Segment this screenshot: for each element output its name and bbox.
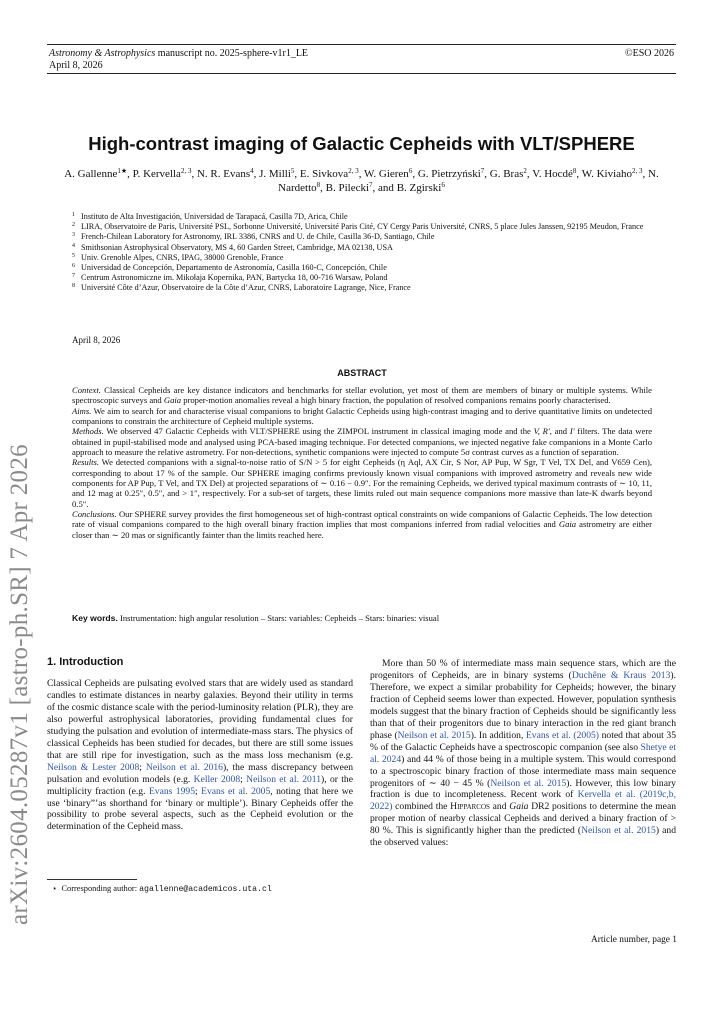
running-header (47, 44, 676, 74)
affiliation-text: Univ. Grenoble Alpes, CNRS, IPAG, 38000 Grenoble, France (81, 252, 284, 262)
author: G. Bras (489, 168, 524, 180)
citation-link[interactable]: Neilson et al. 2016 (145, 761, 223, 773)
affiliation-text: Instituto de Alta Investigación, Universidad de Tarapacá, Casilla 7D, Arica, Chile (81, 212, 348, 221)
header-journal: Astronomy & Astrophysics manuscript no. 2025-sphere-v1r1_LE (49, 48, 309, 59)
author-affil-mark: 2, 3 (632, 167, 643, 175)
affiliation-number: 5 (72, 252, 75, 259)
intro-column-left (47, 678, 353, 833)
affiliation-text: Smithsonian Astrophysical Observatory, MS 4, 60 Garden Street, Cambridge, MA 02138, USA (81, 242, 393, 252)
author: V. Hocdé (532, 168, 573, 180)
affiliation-text: French-Chilean Laboratory for Astronomy, IRL 3386, CNRS and U. de Chile, Casilla 36-D, Santiago, Chile (81, 232, 435, 242)
mission-name: Gaia (509, 801, 529, 813)
author: B. Pilecki (325, 182, 370, 194)
citation-link[interactable]: Evans et al. (2005) (525, 729, 599, 741)
author: N. Nardetto (278, 168, 659, 194)
body-text: , noting that here we use ‘binary”’as shorthand for ‘binary or multiple’). Binary Cepheids offer the possibility to probe several aspects, such as the Cepheid evolution or the determination of the Cepheid mass. (47, 785, 353, 833)
author-separator: , (484, 168, 490, 180)
body-text: ), the mass discrepancy between pulsation and evolution models (e.g. (47, 761, 353, 785)
body-text: ) and the observed values: (370, 825, 676, 849)
citation-link[interactable]: Evans 1995 (148, 785, 195, 797)
body-text: ), or the multiplicity fraction (e.g. (47, 773, 353, 797)
affiliation (72, 243, 672, 253)
author: B. Zgirski (396, 182, 442, 194)
abstract-aims: Aims. We aim to search for and characterise visual companions to bright Galactic Cepheids using high-contrast imaging and to derive quantitative limits on undetected companions to constrain the architecture of Cepheid multiple systems. (72, 405, 652, 427)
intro-column-right (370, 658, 676, 849)
author-separator: , (320, 182, 326, 194)
author: E. Sivkova (299, 168, 349, 180)
body-text: ). In addition, (470, 729, 526, 741)
section-heading: 1. Introduction (47, 656, 124, 668)
affiliation (72, 283, 672, 293)
citation-link[interactable]: Duchêne & Kraus 2013 (571, 669, 671, 681)
citation-link[interactable]: Neilson et al. 2015 (581, 825, 656, 837)
footnote-rule (47, 879, 137, 880)
author: W. Kiviaho (581, 168, 633, 180)
author-separator: , (576, 168, 582, 180)
author-affil-mark: 7 (480, 167, 485, 175)
body-text: noted that about 35 % of the Galactic Cepheids have a spectroscopic companion (see also (370, 729, 676, 753)
author-email-link[interactable]: agallenne@academicos.uta.cl (139, 885, 272, 894)
body-text: and (489, 801, 510, 813)
author-separator: , (294, 168, 300, 180)
affiliation-number: 4 (72, 242, 75, 249)
citation-link[interactable]: Neilson & Lester 2008 (47, 761, 140, 773)
author-separator: , (358, 168, 364, 180)
body-text: DR2 positions to determine the mean proper motion of nearby classical Cepheids and derived a binary fraction of > 80 %. This is significantly higher than the predicted ( (370, 801, 676, 837)
body-text: combined the (392, 801, 451, 813)
author: A. Gallenne (64, 168, 118, 180)
author-affil-mark: 2 (523, 167, 527, 175)
author-affil-mark: 6 (441, 181, 445, 189)
body-text: ; (240, 773, 247, 785)
author-separator: , (642, 168, 649, 180)
author-separator: , (127, 168, 133, 180)
body-text: ) and 44 % of those being in a multiple system. This would correspond to a spectroscopic binary fraction of those intermediate mass main sequence progenitors of ∼ 40 − 45 % ( (370, 753, 676, 789)
header-date: April 8, 2026 (49, 60, 103, 71)
citation-link[interactable]: Neilson et al. 2011 (246, 773, 322, 785)
author-affil-mark: 6 (408, 167, 413, 175)
author-affil-mark: 1★ (117, 167, 128, 175)
author-affil-mark: 2, 3 (348, 167, 359, 175)
author-list (47, 167, 676, 195)
body-text: ). However, this low binary fraction is due to incompleteness. Recent work of (370, 777, 676, 801)
author-separator: , (412, 168, 418, 180)
body-text: ). Therefore, we expect a similar probability for Cepheids; however, the binary fraction of Cepheid seems lower than expected. However, population synthesis models suggest that the binary fraction of Cepheids should be significantly less than that of their progenitors due to binary interaction in the red giant branch phase ( (370, 669, 676, 741)
affiliation (72, 222, 672, 232)
affiliation (72, 212, 672, 222)
affiliation-number: 8 (72, 283, 75, 290)
paper-title: High-contrast imaging of Galactic Cepheids with VLT/SPHERE (88, 133, 635, 154)
affiliation (72, 232, 672, 242)
author-separator: , (253, 168, 260, 180)
author: J. Milli (259, 168, 291, 180)
citation-link[interactable]: Neilson et al. 2015 (490, 777, 567, 789)
author-affil-mark: 2, 3 (180, 167, 192, 175)
abstract-heading: ABSTRACT (337, 368, 387, 378)
citation-link[interactable]: Shetye et al. 2024 (370, 741, 677, 765)
affiliation-list (72, 212, 672, 294)
author: N. R. Evans (196, 168, 251, 180)
author-separator: , and (372, 182, 397, 194)
citation-link[interactable]: Neilson et al. 2015 (397, 729, 471, 741)
body-text: More than 50 % of intermediate mass main sequence stars, which are the progenitors of Cepheids, are in binary systems ( (370, 658, 676, 681)
abstract-context: Context. Classical Cepheids are key distance indicators and benchmarks for stellar evolution, yet most of them are members of binary or multiple systems. While spectroscopic surveys and Gaia proper-motion anomalies reveal a high binary fraction, the population of resolved companions remains poorly characterised. (72, 385, 652, 406)
abstract-results: Results. We detected companions with a signal-to-noise ratio of S/N > 5 for eight Cepheids (η Aql, AX Cir, S Nor, AP Pup, W Sgr, T Vel, TX Del, and V659 Cen), corresponding to about 17 % of the sample. Our SPHERE imaging confirms previously known visual companions with improved astrometry and reveals new wide components for AP Pup, T Vel, and TX Del) at projected separations of ∼ 0.16 − 0.9″. For the remaining Cepheids, we derived typical maximum contrasts of ∼ 10, 11, and 12 mag at 0.25″, 0.5″, and > 1″, respectively. For a sub-set of targets, these limits ruled out main sequence companions more massive than late-K dwarfs beyond 0.5″. (72, 457, 652, 509)
affiliation-number: 1 (72, 212, 75, 218)
author: W. Gieren (364, 168, 409, 180)
author-separator: , (191, 168, 197, 180)
body-text: Classical Cepheids are pulsating evolved stars that are widely used as standard candles to estimate distances in nearby galaxies. Beyond their utility in terms of the cosmic distance scale with the period-luminosity relation (PLR), they are also powerful astrophysical laboratories, providing fundamental clues for studying the pulsation and evolution of intermediate-mass stars. The physics of classical Cepheids has been studied for decades, but there are still some issues that are still ripe for investigation, such as the mass loss mechanism (e.g. (47, 678, 353, 761)
affiliation-text: Centrum Astronomiczne im. Mikołaja Kopernika, PAN, Bartycka 18, 00-716 Warsaw, Poland (81, 273, 388, 283)
affiliation (72, 263, 672, 273)
affiliation-number: 3 (72, 232, 75, 239)
author-affil-mark: 4 (250, 167, 254, 175)
author-affil-mark: 8 (572, 167, 577, 175)
author-separator: , (526, 168, 533, 180)
intro-paragraph-2 (370, 658, 676, 849)
affiliation-number: 7 (72, 273, 75, 280)
affiliation-text: Universidad de Concepción, Departamento de Astronomía, Casilla 160-C, Concepción, Chile (81, 263, 387, 273)
arxiv-stamp: arXiv:2604.05287v1 [astro-ph.SR] 7 Apr 2026 (6, 444, 33, 925)
author-affil-mark: 7 (369, 181, 373, 189)
affiliation-number: 6 (72, 263, 75, 270)
keywords: Key words. Instrumentation: high angular resolution – Stars: variables: Cepheids – Stars: binaries: visual (72, 613, 440, 623)
page-number: Article number, page 1 (590, 935, 677, 945)
citation-link[interactable]: Kervella et al. (2019c,b, 2022) (370, 789, 676, 813)
abstract-conclusions: Conclusions. Our SPHERE survey provides the first homogeneous set of high-contrast optical constraints on wide companions of Galactic Cepheids. The low detection rate of visual companions compared to the high overall binary fraction implies that most companions inferred from radial velocities and Gaia astrometry are either closer than ∼ 20 mas or significantly fainter than the limits reached here. (72, 509, 652, 540)
mission-name: Hipparcos (450, 801, 490, 813)
footnote: ⋆ Corresponding author: agallenne@academicos.uta.cl (52, 884, 272, 894)
affiliation-text: LIRA, Observatoire de Paris, Université PSL, Sorbonne Université, Université Paris Cité, CY Cergy Paris Université, CNRS, 5 place Jules Janssen, 92195 Meudon, France (81, 222, 644, 232)
citation-link[interactable]: Evans et al. 2005 (201, 785, 271, 797)
affiliation-number: 2 (72, 222, 75, 229)
body-text: ; (139, 761, 146, 773)
intro-paragraph-1 (47, 678, 353, 833)
date-line: April 8, 2026 (72, 335, 121, 345)
affiliation (72, 273, 672, 283)
author: P. Kervella (132, 168, 181, 180)
author: G. Pietrzyński (417, 168, 481, 180)
abstract-methods: Methods. We observed 47 Galactic Cepheids with VLT/SPHERE using the ZIMPOL instrument in classical imaging mode and the V, R′, and I′ filters. The data were obtained in pupil-stabilised mode and analysed using PCA-based imaging technique. For detected companions, we injected negative fake companions in a Monte Carlo approach to measure the relative astrometry. For non-detections, synthetic companions were injected to compute 5σ contrast curves as a function of separation. (72, 426, 653, 458)
affiliation (72, 253, 672, 263)
author-affil-mark: 5 (290, 167, 295, 175)
abstract-body (72, 385, 652, 540)
citation-link[interactable]: Keller 2008 (193, 773, 241, 785)
body-text: ; (195, 785, 202, 797)
author-affil-mark: 8 (316, 181, 321, 189)
affiliation-text: Université Côte d’Azur, Observatoire de la Côte d’Azur, CNRS, Laboratoire Lagrange, Nice, France (81, 283, 411, 293)
header-copyright: ©ESO 2026 (625, 48, 674, 59)
